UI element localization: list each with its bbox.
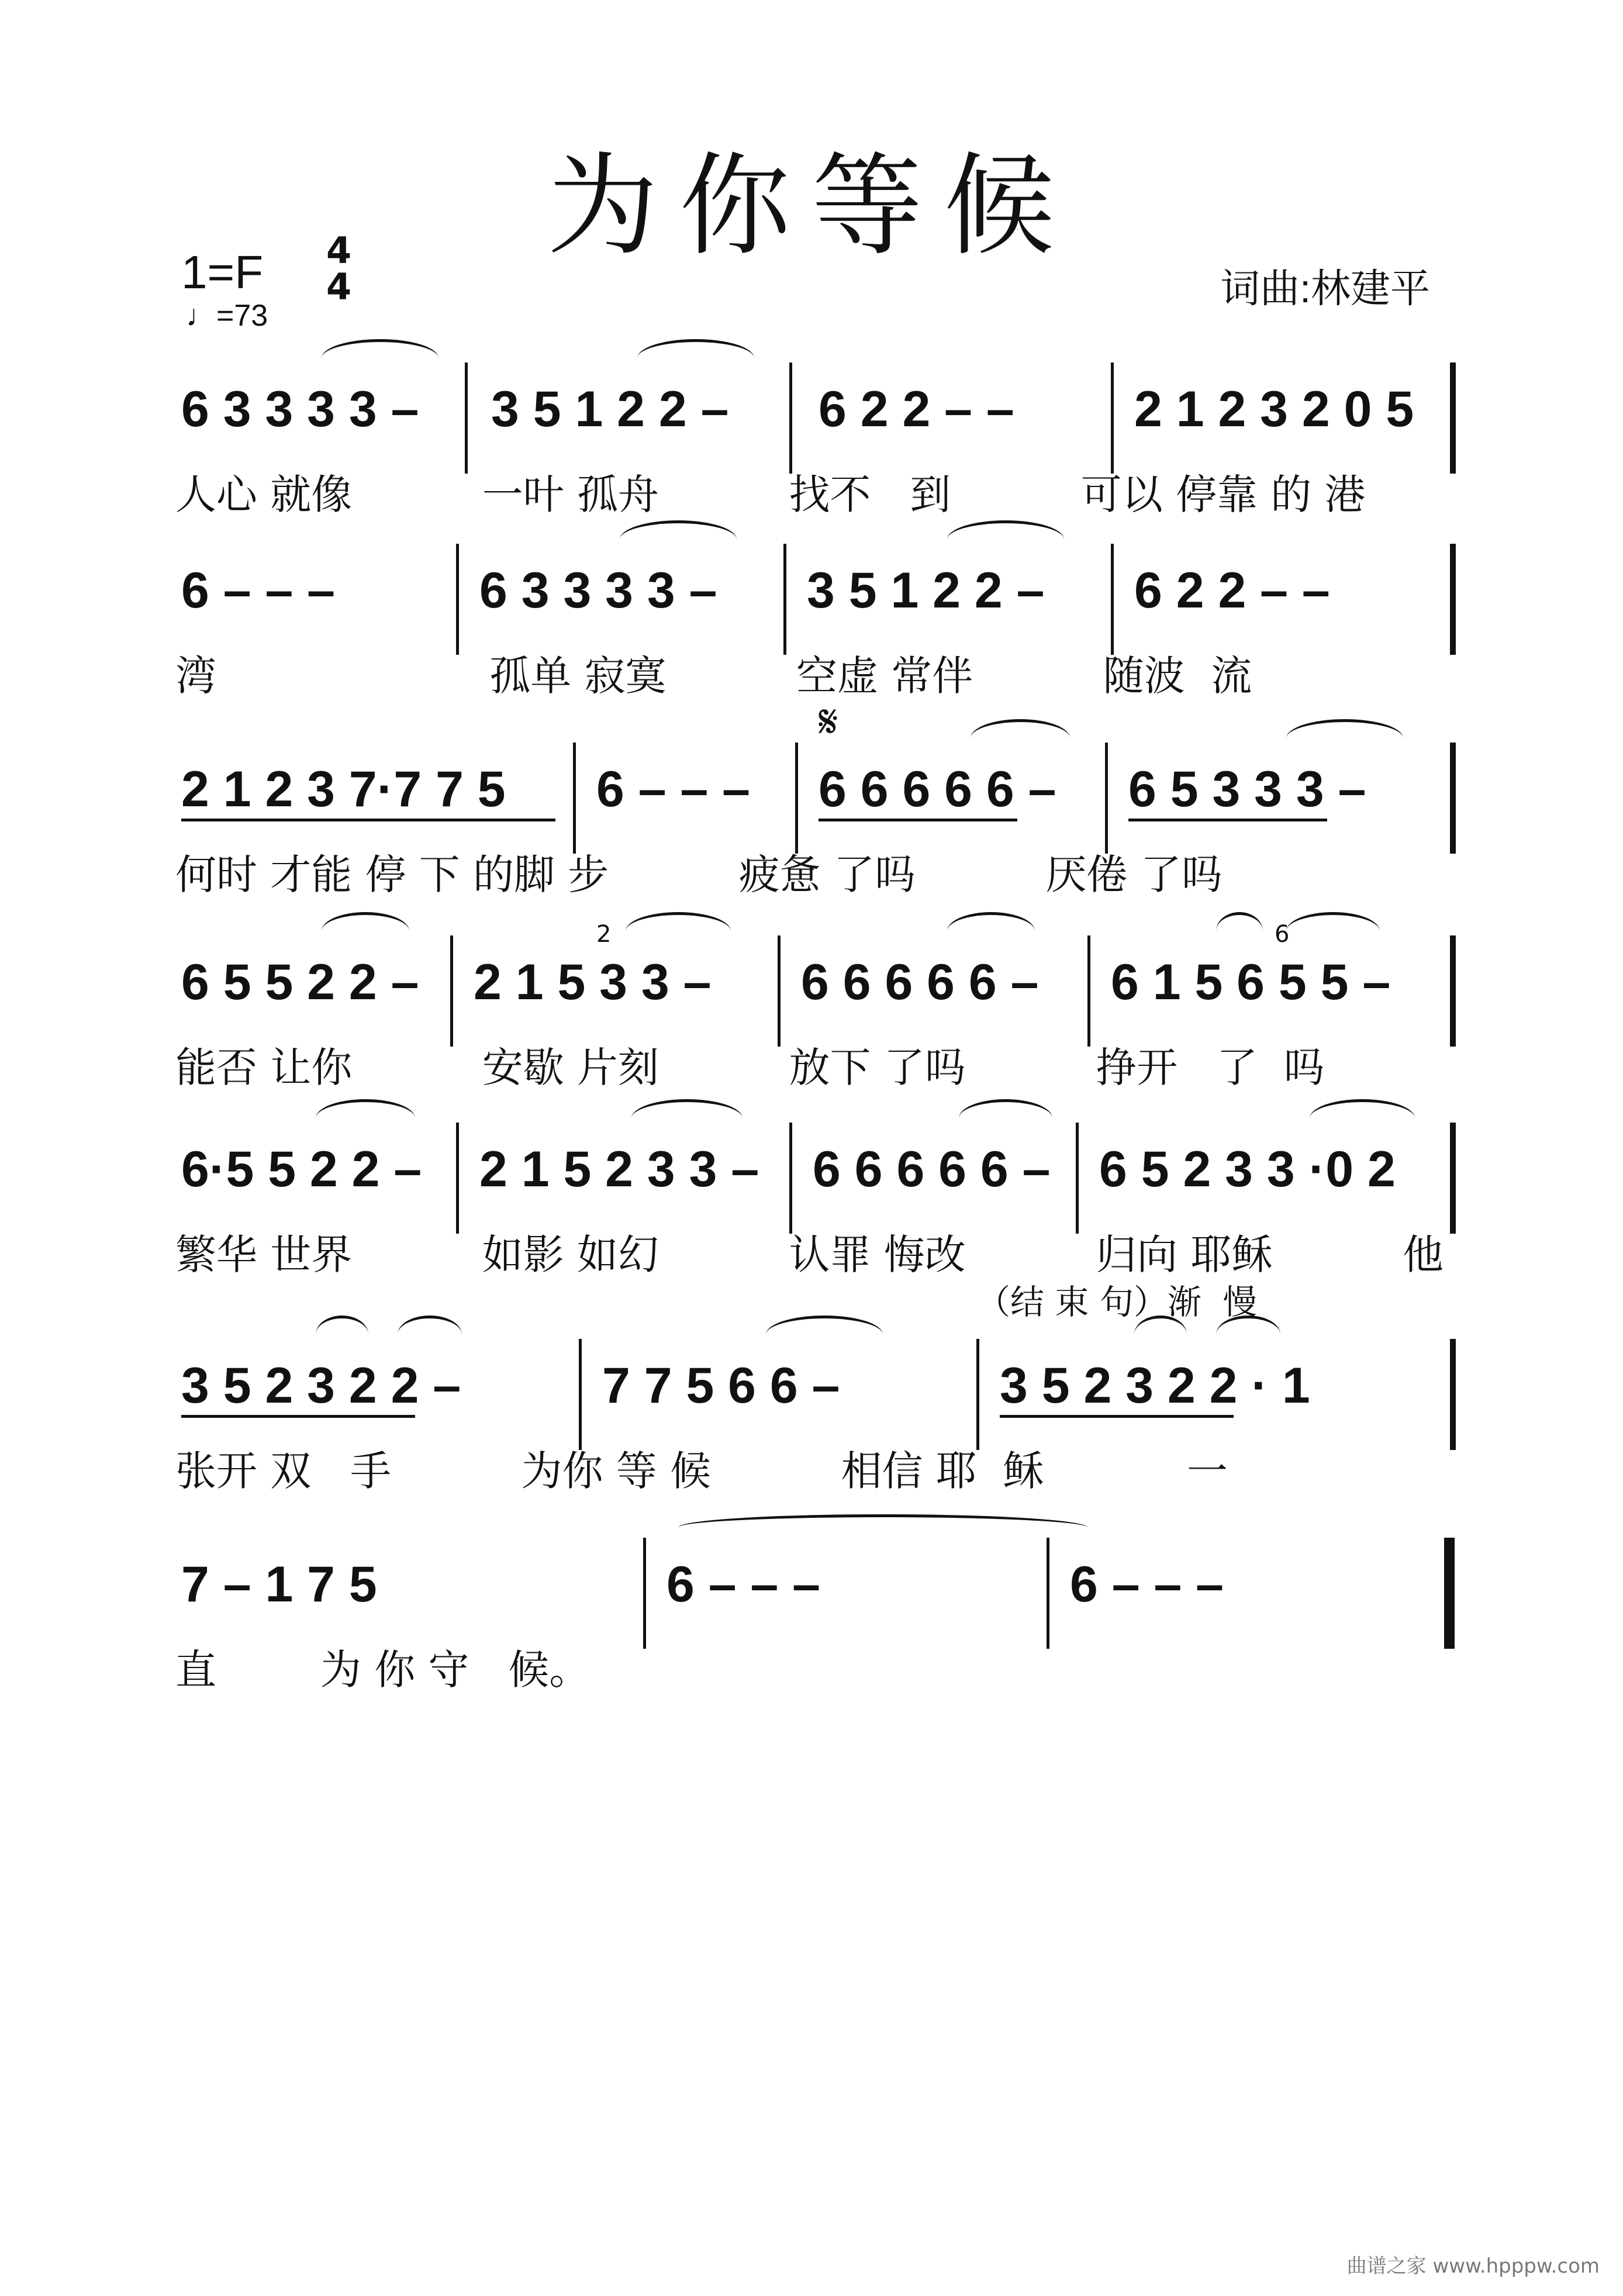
note-underline	[181, 819, 555, 821]
note-underline	[1128, 819, 1327, 821]
barline	[1105, 743, 1108, 854]
barline	[789, 362, 792, 474]
time-signature-numerator: 4	[326, 229, 352, 272]
tempo-marking: ♩=73	[186, 299, 268, 333]
slur	[626, 912, 731, 950]
barline	[1450, 1123, 1456, 1234]
lyrics: 何时 才能 停 下 的脚 步 疲惫 了吗 厌倦 了吗	[175, 851, 1223, 899]
slur	[322, 339, 438, 377]
barline	[456, 544, 459, 655]
notes	[175, 921, 1462, 1035]
measure-1: 6 – – –	[181, 562, 335, 619]
measure-3: 3 5 1 2 2 –	[807, 562, 1045, 619]
slur	[947, 912, 1035, 950]
segno-sign: 𝄋	[819, 696, 838, 748]
barline	[976, 1339, 979, 1450]
slur	[316, 1316, 368, 1354]
measure-2: 6 3 3 3 3 –	[479, 562, 717, 619]
lyrics: 直 为 你 守 候。	[175, 1646, 591, 1694]
slur	[1216, 912, 1263, 950]
watermark: 曲谱之家 www.hpppw.com	[1346, 2254, 1600, 2278]
score-row-1	[175, 380, 1462, 573]
barline	[456, 1123, 459, 1234]
measure-4: 6 5 2 3 3 ·0 2	[1099, 1141, 1396, 1197]
measure-4: 6 2 2 – –	[1134, 562, 1330, 619]
grace-note: 6	[1275, 921, 1290, 948]
barline	[573, 743, 576, 854]
measure-4: 6 1 5 6 5 5 –	[1111, 954, 1391, 1010]
measure-4: 2 1 2 3 2 0 5	[1134, 381, 1414, 437]
measure-3: 6 – – –	[1070, 1556, 1224, 1613]
score-row-7	[175, 1555, 1462, 1748]
barline	[789, 1123, 792, 1234]
measure-1: 6 5 5 2 2 –	[181, 954, 419, 1010]
barline	[783, 544, 786, 655]
barline	[778, 935, 781, 1047]
slur	[631, 1099, 743, 1137]
measure-1: 6·5 5 2 2 –	[181, 1141, 422, 1197]
score-row-5	[175, 1140, 1462, 1333]
measure-1: 3 5 2 3 2 2 –	[181, 1358, 461, 1414]
notes	[175, 561, 1462, 643]
measure-2: 2 1 5 2 3 3 –	[479, 1141, 759, 1197]
measure-3: 3 5 2 3 2 2 · 1	[1000, 1358, 1310, 1414]
barline	[643, 1538, 646, 1649]
barline	[795, 743, 798, 854]
grace-note: 2	[596, 921, 612, 948]
barline	[1087, 935, 1090, 1047]
slur	[637, 339, 754, 377]
measure-3: 6 6 6 6 6 –	[801, 954, 1039, 1010]
slur	[620, 520, 737, 558]
notes	[175, 380, 1462, 462]
lyrics: 繁华 世界 如影 如幻 认罪 悔改 归向 耶稣 他	[175, 1231, 1444, 1279]
final-barline	[1444, 1538, 1455, 1649]
key-signature: 1=F	[181, 246, 264, 298]
measure-1: 6 3 3 3 3 –	[181, 381, 419, 437]
measure-2: 6 – – –	[667, 1556, 820, 1613]
lyrics: 张开 双 手 为你 等 候 相信 耶 稣 一	[175, 1447, 1228, 1495]
notes	[175, 1356, 1462, 1438]
notes	[175, 760, 1462, 842]
time-signature-denominator: 4	[326, 265, 352, 308]
barline	[450, 935, 453, 1047]
note-underline	[819, 819, 1017, 821]
slur	[322, 912, 409, 950]
measure-3: 6 6 6 6 6 –	[813, 1141, 1051, 1197]
measure-4: 6 5 3 3 3 –	[1128, 761, 1366, 817]
slur	[1216, 1316, 1280, 1354]
barline	[579, 1339, 582, 1450]
barline	[1450, 544, 1456, 655]
measure-2: 7 7 5 6 6 –	[602, 1358, 840, 1414]
slur	[971, 719, 1070, 757]
measure-2: 3 5 1 2 2 –	[491, 381, 729, 437]
note-underline	[1000, 1415, 1234, 1418]
slur	[316, 1099, 415, 1137]
note-underline	[181, 1415, 415, 1418]
tie	[678, 1514, 1087, 1541]
slur	[1310, 1099, 1415, 1137]
slur	[947, 520, 1064, 558]
barline	[1450, 743, 1456, 854]
lyrics: 能否 让你 安歇 片刻 放下 了吗 挣开 了 吗	[175, 1044, 1325, 1092]
measure-2: 6 – – –	[596, 761, 750, 817]
slur	[1134, 1316, 1187, 1354]
ending-annotation: （结 束 句）渐 慢	[976, 1282, 1257, 1322]
slur	[766, 1316, 883, 1354]
barline	[465, 362, 468, 474]
barline	[1111, 544, 1114, 655]
barline	[1450, 1339, 1456, 1450]
measure-3: 6 2 2 – –	[819, 381, 1014, 437]
lyrics: 人心 就像 一叶 孤舟 找不 到 可以 停靠 的 港	[175, 471, 1366, 519]
barline	[1450, 362, 1456, 474]
slur	[1286, 719, 1403, 757]
slur	[1286, 912, 1380, 950]
measure-2: 2 1 5 3 3 –	[474, 954, 712, 1010]
notes	[175, 1555, 1462, 1637]
barline	[1076, 1123, 1079, 1234]
measure-1: 7 – 1 7 5	[181, 1556, 377, 1613]
barline	[1047, 1538, 1049, 1649]
measure-3: 6 6 6 6 6 –	[819, 761, 1056, 817]
time-signature	[326, 229, 352, 308]
barline	[1450, 935, 1456, 1047]
slur	[959, 1099, 1052, 1137]
page-title: 为你等候	[547, 141, 1076, 271]
lyrics: 湾 孤单 寂寞 空虚 常伴 随波 流	[175, 652, 1252, 700]
notes	[175, 1140, 1462, 1222]
barline	[1111, 362, 1114, 474]
measure-1: 2 1 2 3 7·7 7 5	[181, 761, 506, 817]
author-credit: 词曲:林建平	[1220, 267, 1430, 311]
slur	[398, 1316, 462, 1354]
